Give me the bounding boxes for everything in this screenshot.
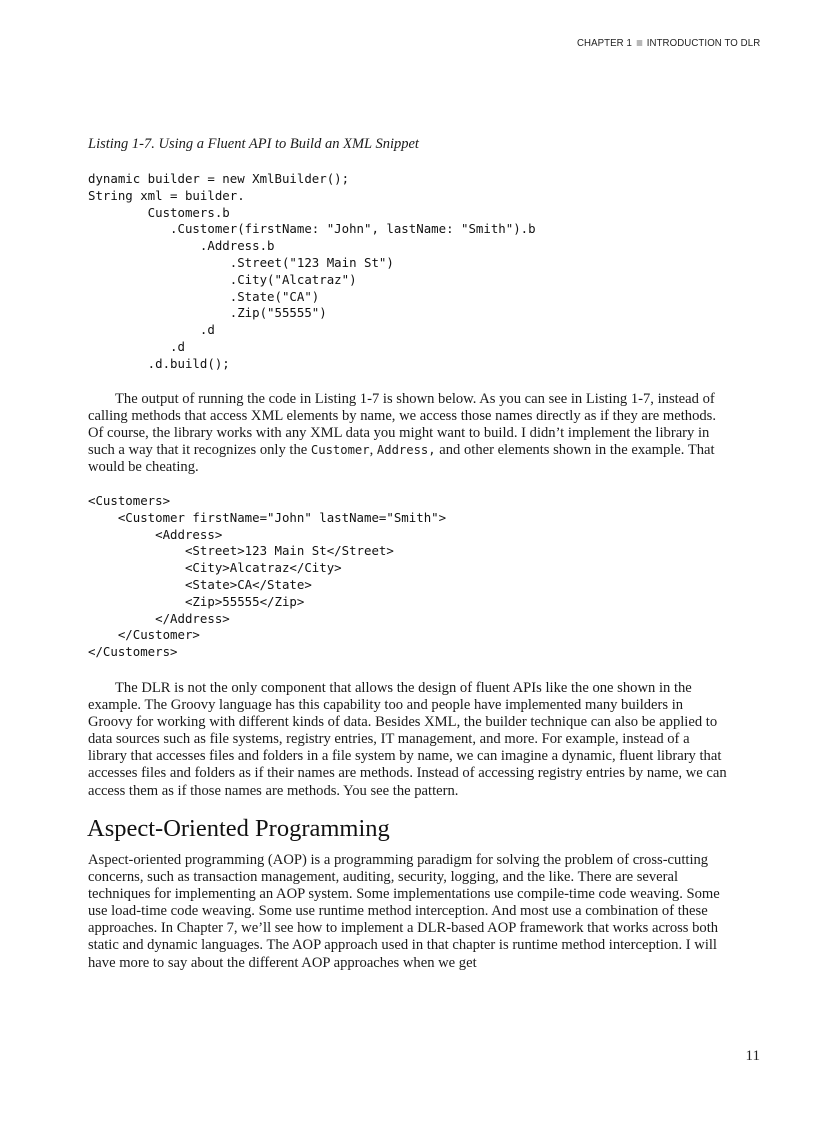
xml-output-listing: <Customers> <Customer firstName="John" lastName="Smith"> <Address> <Street>123 Main St</Street> <City>Alcatraz</City> <State>CA</State> <Zip>55555</Zip> </Address> </Customer> </Customers> [88,493,447,660]
paragraph-text: The output of running the code in Listing 1-7 is shown below. As you can see in Listing 1-7, instead of calling methods that access XML elements by name, we access those names directly as if they are methods. Of course, the library works with any XML data you might want to build. I didn’t implement the library in such a way that it recognizes only the [88,391,717,459]
body-paragraph-output [88,391,730,476]
header-chapter: CHAPTER 1 [576,37,632,49]
body-paragraph-fluent-apis: The DLR is not the only component that allows the design of fluent APIs like the one shown in the example. The Groovy language has this capability too and people have implemented many builders in Groovy for working with different kinds of data. Besides XML, the builder technique can also be applied to data sources such as file systems, registry entries, IT management, and more. For example, instead of a library that accesses files and folders in a file system by name, we can imagine a dynamic, fluent library that accesses files and folders as if their names are methods. Instead of accessing registry entries by name, we can access them as if those names are methods. You see the pattern. [88,680,727,799]
page-number: 11 [745,1048,760,1064]
paragraph-text: , [369,442,377,459]
section-heading: Aspect-Oriented Programming [87,815,390,842]
listing-caption: Listing 1-7. Using a Fluent API to Build an XML Snippet [88,136,419,152]
code-listing: dynamic builder = new XmlBuilder(); String xml = builder. Customers.b .Customer(firstName: "John", lastName: "Smith").b .Address.b .Street("123 Main St") .City("Alcatraz") .State("CA") .Zip("55555") .d .d .d.build(); [88,171,536,371]
header-separator-square [636,40,642,46]
inline-code-address: Address, [376,443,436,458]
body-paragraph-aop: Aspect-oriented programming (AOP) is a programming paradigm for solving the problem of cross-cutting concerns, such as transaction management, auditing, security, logging, and the like. There are several techniques for implementing an AOP system. Some implementations use compile-time code weaving. Some use load-time code weaving. Some use runtime method interception. And most use a combination of these approaches. In Chapter 7, we’ll see how to implement a DLR-based AOP framework that works across both static and dynamic languages. The AOP approach used in that chapter is runtime method interception. I will have more to say about the different AOP approaches when we get [88,852,720,971]
header-title: INTRODUCTION TO DLR [646,37,760,49]
inline-code-customer: Customer [310,443,370,458]
paragraph-text: and other elements shown in the example. That would be cheating. [88,442,715,476]
running-header [577,37,760,49]
